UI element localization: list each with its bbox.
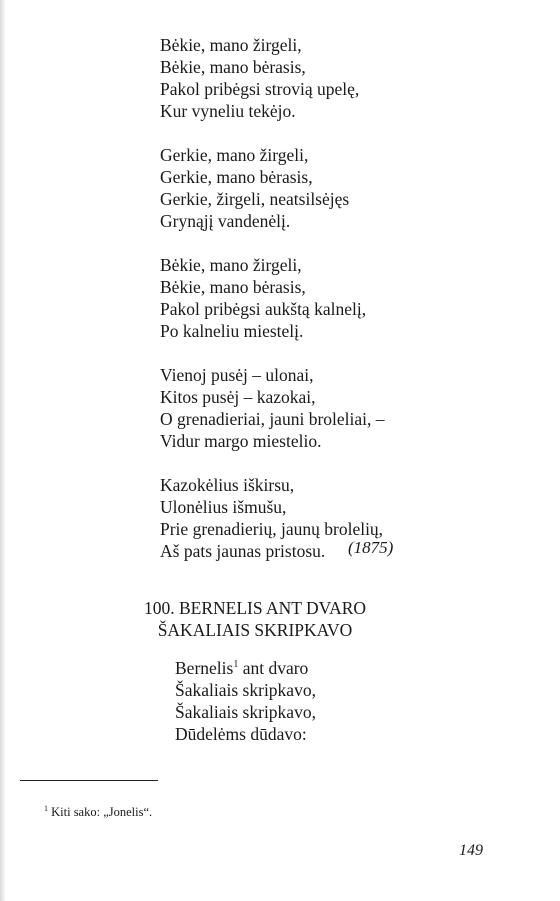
poem-line: Pakol pribėgsi aukštą kalnelį, [160,299,367,319]
footnote-text: Kiti sako: „Jonelis“. [48,805,153,819]
stanza [160,34,385,122]
poem-line: Aš pats jaunas pristosu. [160,541,326,561]
poem-100-line-3: Šakaliais skripkavo, [175,702,316,722]
poem-line: Prie grenadierių, jaunų brolelių, [160,519,384,539]
poem-100-line-2: Šakaliais skripkavo, [175,680,316,700]
first-line-rest: ant dvaro [238,658,309,678]
poem-line: Grynąjį vandenėlį. [160,211,291,231]
poem-line: Ulonėlius išmušu, [160,497,287,517]
footnote-rule [20,780,158,781]
stanza [160,144,385,232]
poem-line: Bėkie, mano bėrasis, [160,57,306,77]
poem-line: Gerkie, mano bėrasis, [160,167,313,187]
footnote-reference: 1 [233,659,239,670]
poem-line: Kitos pusėj – kazokai, [160,387,316,407]
poem-line: Vidur margo miestelio. [160,431,322,451]
song-title [144,597,366,641]
poem-line: Kur vyneliu tekėjo. [160,101,296,121]
song-title-line-1: 100. BERNELIS ANT DVARO [144,598,367,618]
song-title-line-2: ŠAKALIAIS SKRIPKAVO [157,620,353,640]
poem-100-line-1 [175,657,316,679]
poem-100-line-4: Dūdelėms dūdavo: [175,724,307,744]
stanza [160,364,385,452]
page-number: 149 [459,842,483,859]
poem-line: Vienoj pusėj – ulonai, [160,365,314,385]
poem-date: (1875) [348,538,394,557]
poem-line: Po kalneliu miestelį. [160,321,304,341]
poem-line: Pakol pribėgsi strovią upelę, [160,79,360,99]
poem-line: Bėkie, mano žirgeli, [160,35,302,55]
poem-100-body [175,657,316,745]
poem-line: Gerkie, mano žirgeli, [160,145,309,165]
footnote-marker: 1 [44,804,48,813]
poem-line: O grenadieriai, jauni broleliai, – [160,409,385,429]
stanza [160,254,385,342]
first-line-word: Bernelis [175,658,234,678]
poem-line: Bėkie, mano žirgeli, [160,255,302,275]
poem-99-body [160,34,385,584]
poem-line: Gerkie, žirgeli, neatsilsėjęs [160,189,350,209]
poem-line: Bėkie, mano bėrasis, [160,277,306,297]
poem-line: Kazokėlius iškirsu, [160,475,295,495]
footnote [44,805,152,820]
page-edge-shadow [0,0,6,901]
